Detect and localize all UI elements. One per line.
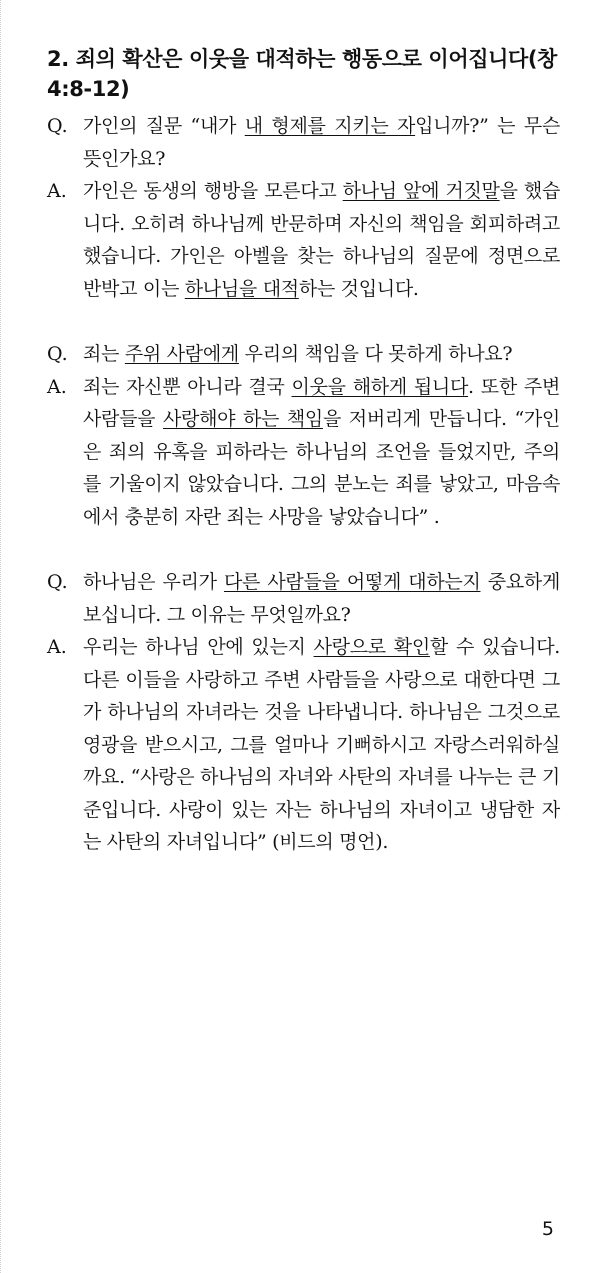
text-run: 입니까?” 는 무슨 뜻인가요? <box>83 115 560 170</box>
page-number: 5 <box>541 1218 554 1240</box>
answer-text <box>83 175 560 305</box>
question-label: Q. <box>47 343 68 365</box>
text-run: 하는 것입니다. <box>298 277 419 300</box>
text-run: 가인은 동생의 행방을 모른다고 <box>83 180 343 202</box>
text-run: 죄는 자신뿐 아니라 결국 <box>83 375 292 398</box>
text-run: 하나님은 우리가 <box>83 571 224 593</box>
answer-label: A. <box>47 375 67 398</box>
question-row <box>47 338 560 371</box>
qa-block-1 <box>47 110 560 305</box>
qa-block-2 <box>47 338 560 533</box>
text-run: 우리는 하나님 안에 있는지 <box>83 636 314 658</box>
answer-row <box>47 175 560 305</box>
section-heading: 2. 죄의 확산은 이웃을 대적하는 행동으로 이어집니다(창 4:8-12) <box>47 47 557 101</box>
spacer <box>47 533 560 566</box>
text-run: 죄는 <box>83 343 125 365</box>
question-row <box>47 566 560 631</box>
answer-label: A. <box>47 180 67 202</box>
question-label: Q. <box>47 571 68 593</box>
question-text <box>83 338 560 371</box>
answer-row <box>47 631 560 859</box>
underlined-phrase: 하나님을 대적 <box>184 277 299 300</box>
answer-text <box>83 371 560 534</box>
text-run: 우리의 책임을 다 못하게 하나요? <box>238 343 513 365</box>
underlined-phrase: 사랑으로 확인 <box>313 636 430 658</box>
spacer <box>47 305 560 338</box>
underlined-phrase: 하나님 앞에 거짓말 <box>342 180 500 202</box>
question-label: Q. <box>47 115 68 137</box>
answer-text <box>83 631 560 859</box>
underlined-phrase: 내 형제를 지키는 자 <box>244 115 416 137</box>
text-run: . 또한 주변 사람들을 <box>83 375 561 430</box>
answer-label: A. <box>47 636 67 658</box>
text-run: 할 수 있습니다. 다른 이들을 사랑하고 주변 사람들을 사랑으로 대한다면 그가 하나님의 자녀라는 것을 나타냅니다. 하나님은 그것으로 영광을 받으시고, 그를 얼마나 기뻐하시고 자랑스러워하실까요. “사랑은 하나님의 자녀와 사탄의 자녀를 나누는 큰 기준입니다. 사랑이 있는 자는 하나님의 자녀이고 냉담한 자는 사탄의 자녀입니다” (비드의 명언). <box>83 636 560 853</box>
text-run: 을 했습니다. 오히려 하나님께 반문하며 자신의 책임을 회피하려고 했습니다. 가인은 아벨을 찾는 하나님의 질문에 정면으로 반박고 이는 <box>83 180 560 300</box>
text-run: 을 저버리게 만듭니다. “가인은 죄의 유혹을 피하라는 하나님의 조언을 들었지만, 주의를 기울이지 않았습니다. 그의 분노는 죄를 낳았고, 마음속에서 충분히 자란 죄는 사망을 낳았습니다” . <box>83 408 560 528</box>
underlined-phrase: 주위 사람에게 <box>124 343 239 365</box>
underlined-phrase: 다른 사람들을 어떻게 대하는지 <box>223 571 481 593</box>
underlined-phrase: 사랑해야 하는 책임 <box>162 408 323 430</box>
text-run: 중요하게 보십니다. 그 이유는 무엇일까요? <box>83 571 560 626</box>
answer-row <box>47 371 560 534</box>
question-row <box>47 110 560 175</box>
question-text <box>83 566 560 631</box>
question-text <box>83 110 560 175</box>
qa-block-3 <box>47 566 560 859</box>
underlined-phrase: 이웃을 해하게 됩니다 <box>291 375 469 398</box>
text-run: 가인의 질문 “내가 <box>83 115 245 137</box>
